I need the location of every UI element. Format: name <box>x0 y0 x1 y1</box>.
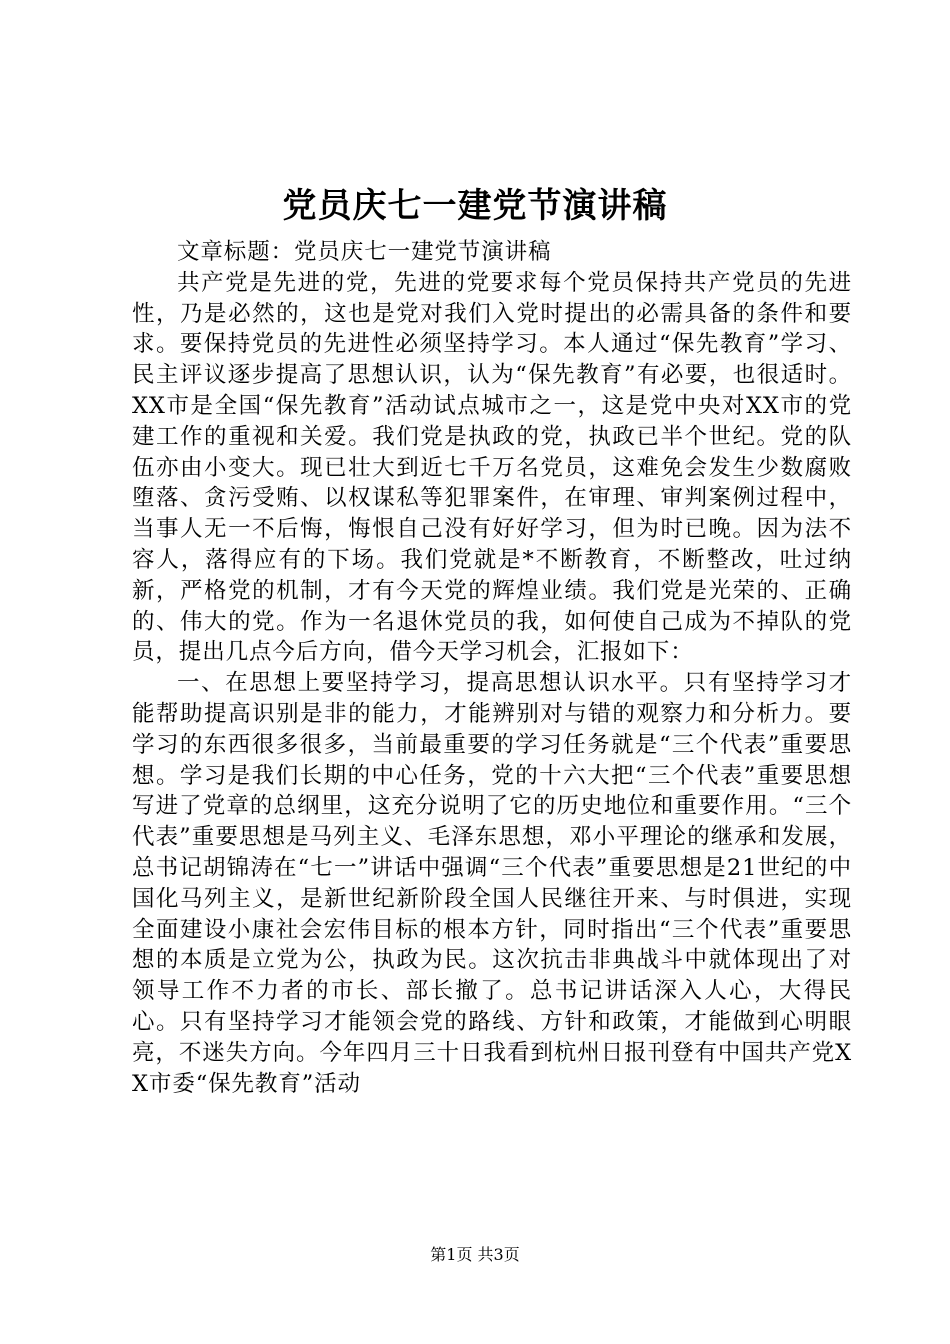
body-paragraph: 一、在思想上要坚持学习，提高思想认识水平。只有坚持学习才能帮助提高识别是非的能力，才能辨别对与错的观察力和分析力。要学习的东西很多很多，当前最重要的学习任务就是“三个代表”重要思想。学习是我们长期的中心任务，党的十六大把“三个代表”重要思想写进了党章的总纲里，这充分说明了它的历史地位和重要作用。“三个代表”重要思想是马列主义、毛泽东思想，邓小平理论的继承和发展，总书记胡锦涛在“七一”讲话中强调“三个代表”重要思想是21世纪的中国化马列主义，是新世纪新阶段全国人民继往开来、与时俱进，实现全面建设小康社会宏伟目标的根本方针，同时指出“三个代表”重要思想的本质是立党为公，执政为民。这次抗击非典战斗中就体现出了对领导工作不力者的市长、部长撤了。总书记讲话深入人心，大得民心。只有坚持学习才能领会党的路线、方针和政策，才能做到心明眼亮，不迷失方向。今年四月三十日我看到杭州日报刊登有中国共产党XX市委“保先教育”活动 <box>132 670 852 1097</box>
page-footer: 第1页 共3页 <box>430 1245 520 1264</box>
article-title-line: 文章标题：党员庆七一建党节演讲稿 <box>177 239 552 265</box>
body-paragraph: 共产党是先进的党，先进的党要求每个党员保持共产党员的先进性，乃是必然的，这也是党对我们入党时提出的必需具备的条件和要求。要保持党员的先进性必须坚持学习。本人通过“保先教育”学习、民主评议逐步提高了思想认识，认为“保先教育”有必要，也很适时。XX市是全国“保先教育”活动试点城市之一，这是党中央对XX市的党建工作的重视和关爱。我们党是执政的党，执政已半个世纪。党的队伍亦由小变大。现已壮大到近七千万名党员，这难免会发生少数腐败堕落、贪污受贿、以权谋私等犯罪案件，在审理、审判案例过程中，当事人无一不后悔，悔恨自己没有好好学习，但为时已晚。因为法不容人，落得应有的下场。我们党就是*不断教育，不断整改，吐过纳新，严格党的机制，才有今天党的辉煌业绩。我们党是光荣的、正确的、伟大的党。作为一名退休党员的我，如何使自己成为不掉队的党员，提出几点今后方向，借今天学习机会，汇报如下： <box>132 269 852 666</box>
document-body <box>132 237 852 1099</box>
document-title: 党员庆七一建党节演讲稿 <box>282 186 668 226</box>
